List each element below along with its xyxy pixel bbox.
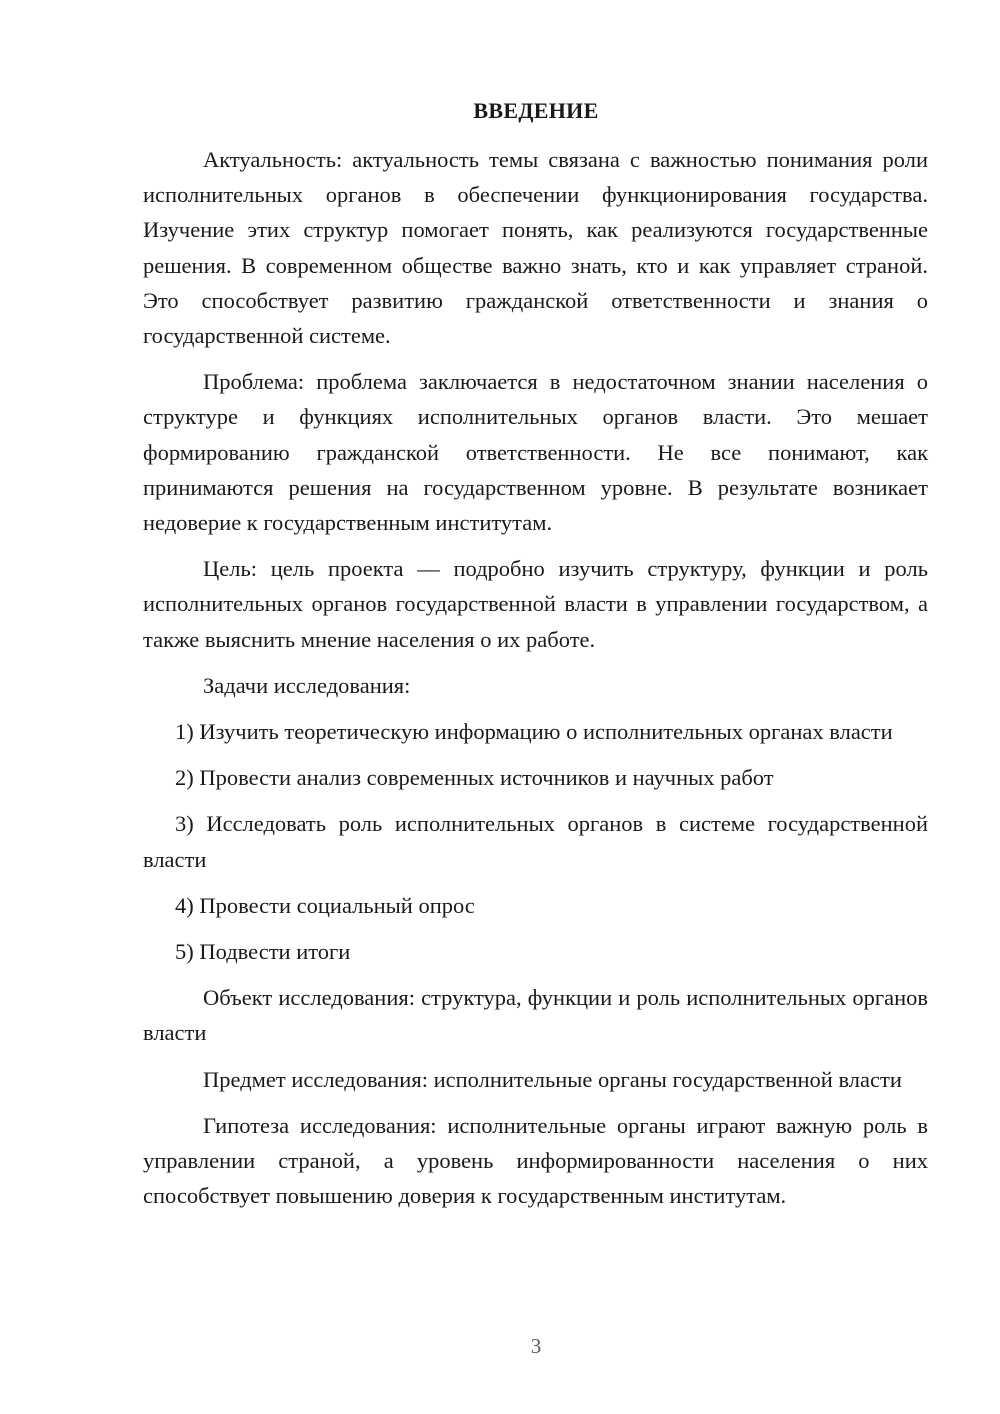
paragraph-subject: Предмет исследования: исполнительные органы государственной власти (203, 1066, 902, 1092)
list-item-task-1: 1) Изучить теоретическую информацию о исполнительных органах власти (175, 719, 893, 745)
list-item-task-5: 5) Подвести итоги (175, 939, 351, 965)
paragraph-object: Объект исследования: структура, функции и роль исполнительных органов власти (143, 985, 928, 1046)
document-body (143, 142, 928, 1224)
list-item-task-4: 4) Провести социальный опрос (175, 892, 475, 918)
paragraph-relevance: Актуальность: актуальность темы связана с важностью понимания роли исполнительных органов в обеспечении функционирования государства. Изучение этих структур помогает понять, как реализуются государственные решения. В современном обществе важно знать, кто и как управляет страной. Это способствует развитию гражданской ответственности и знания о государственной системе. (143, 147, 928, 349)
list-item-task-2: 2) Провести анализ современных источников и научных работ (175, 765, 774, 791)
paragraph-problem: Проблема: проблема заключается в недостаточном знании населения о структуре и функциях исполнительных органов власти. Это мешает формированию гражданской ответственности. Не все понимают, как принимаются решения на государственном уровне. В результате возникает недоверие к государственным институтам. (143, 369, 928, 536)
paragraph-tasks-heading: Задачи исследования: (203, 672, 411, 698)
paragraph-goal: Цель: цель проекта — подробно изучить структуру, функции и роль исполнительных органов государственной власти в управлении государством, а также выяснить мнение населения о их работе. (143, 556, 928, 652)
list-item-task-3: 3) Исследовать роль исполнительных органов в системе государственной власти (143, 811, 928, 872)
page-number: 3 (530, 1334, 542, 1358)
page-title: ВВЕДЕНИЕ (473, 98, 599, 123)
paragraph-hypothesis: Гипотеза исследования: исполнительные органы играют важную роль в управлении страной, а уровень информированности населения о них способствует повышению доверия к государственным институтам. (143, 1112, 928, 1209)
